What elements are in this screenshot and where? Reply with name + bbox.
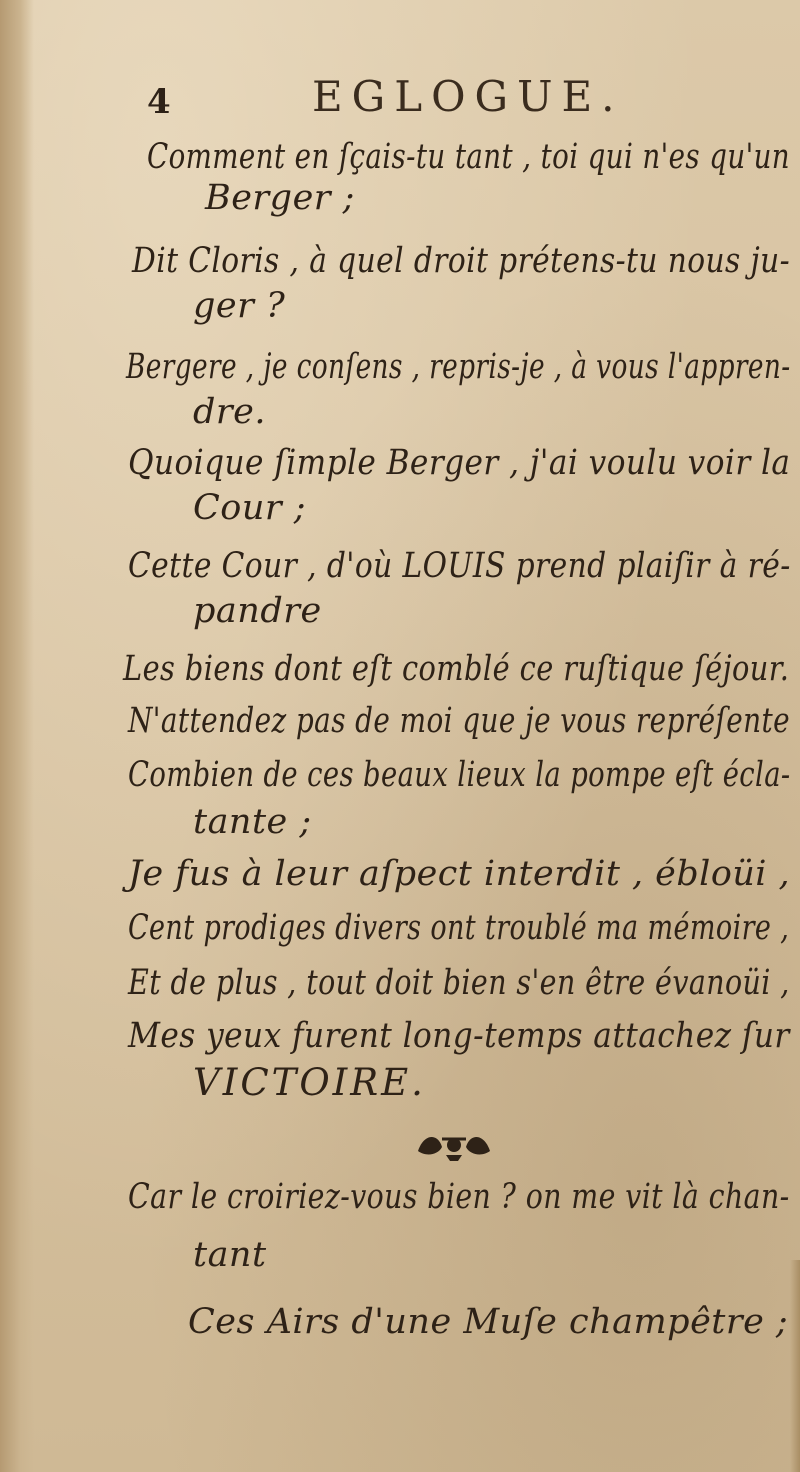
text-line-4: ger ? [193, 286, 286, 326]
text-line-22: Ces Airs d'une Muſe champêtre ; [188, 1302, 789, 1342]
text-line-18: Mes yeux furent long-temps attachez ſur [128, 1016, 790, 1056]
text-line-3: Dit Cloris , à quel droit prétens-tu nous ju- [132, 241, 791, 281]
text-line-7: Quoique ſimple Berger , j'ai voulu voir la [128, 443, 791, 483]
text-line-12: N'attendez pas de moi que je vous repréſente [128, 701, 790, 741]
text-line-13: Combien de ces beaux lieux la pompe eſt écla- [128, 755, 791, 795]
page-number: 4 [147, 82, 171, 122]
fleuron-ornament-icon [412, 1125, 496, 1165]
page-gutter-shadow [0, 0, 34, 1472]
text-line-5: Bergere , je conſens , repris-je , à vous l'appren- [126, 347, 791, 387]
text-line-9: Cette Cour , d'où LOUIS prend plaiſir à ré- [128, 546, 791, 586]
text-line-8: Cour ; [193, 488, 307, 528]
text-line-20: Car le croiriez-vous bien ? on me vit là chan- [128, 1177, 790, 1217]
page-edge-shadow [790, 1260, 800, 1472]
text-line-19: VICTOIRE. [193, 1061, 426, 1104]
text-line-15: Je fus à leur aſpect interdit , ébloüi , [128, 854, 791, 894]
text-line-14: tante ; [193, 802, 312, 842]
text-line-1: Comment en ſçais-tu tant , toi qui n'es qu'un [147, 137, 791, 177]
running-title: EGLOGUE. [312, 72, 624, 121]
text-line-2: Berger ; [205, 178, 355, 218]
text-line-11: Les biens dont eſt comblé ce ruſtique ſéjour. [123, 649, 790, 689]
text-line-17: Et de plus , tout doit bien s'en être évanoüi , [128, 963, 790, 1003]
text-line-6: dre. [193, 392, 266, 432]
text-line-16: Cent prodiges divers ont troublé ma mémoire , [128, 908, 790, 948]
text-line-21: tant [193, 1235, 267, 1275]
text-line-10: pandre [193, 591, 322, 631]
